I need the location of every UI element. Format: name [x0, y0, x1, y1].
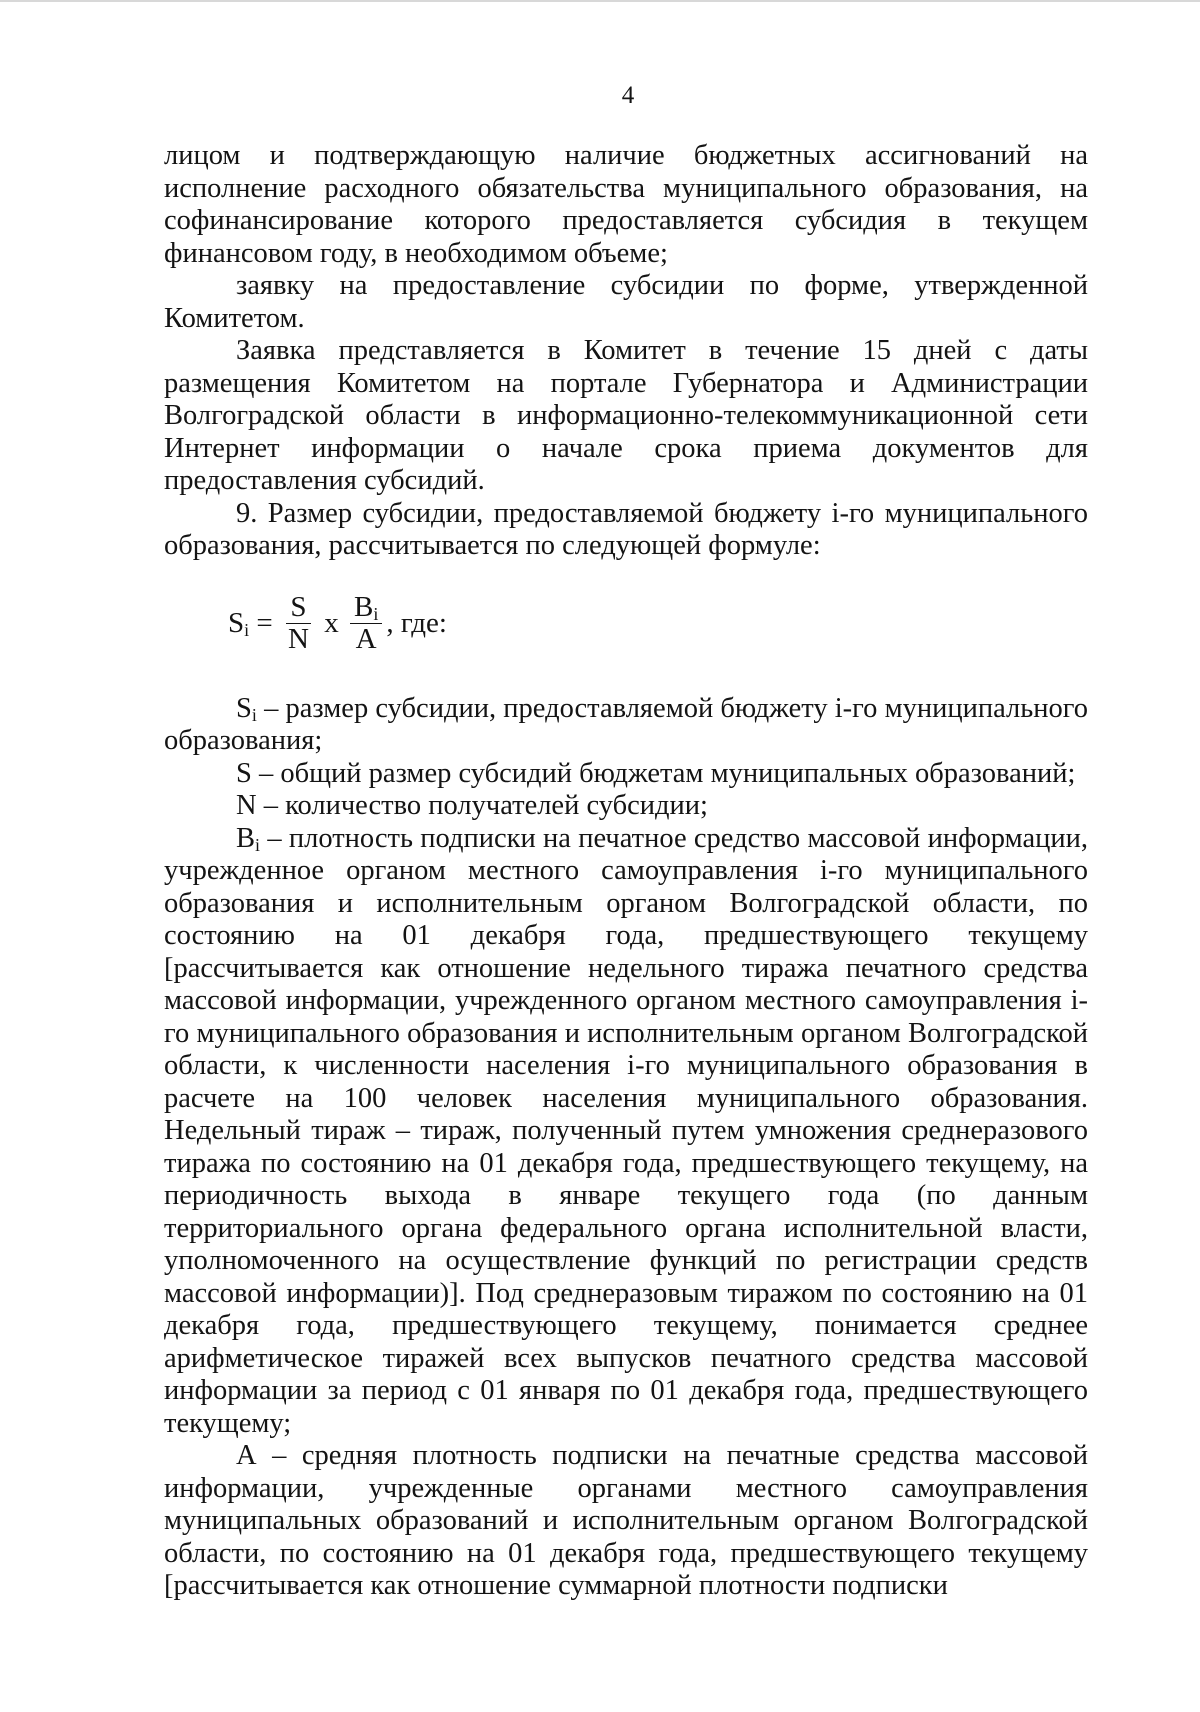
formula-times: x — [316, 607, 346, 640]
page-number: 4 — [621, 82, 635, 109]
formula-equals: = — [249, 607, 281, 640]
paragraph-budget-allocations: лицом и подтверждающую наличие бюджетных ассигнований на исполнение расходного обязательства муниципального образования, на софинансирование которого предоставляется субсидия в текущем финансовом году, в необходимом объеме; — [164, 140, 1088, 269]
subsidy-formula — [228, 589, 1088, 659]
fraction-denominator: A — [355, 623, 377, 655]
paragraph-application: заявку на предоставление субсидии по форме, утвержденной Комитетом. — [164, 270, 1088, 334]
paragraph-application-deadline: Заявка представляется в Комитет в течение 15 дней с даты размещения Комитетом на портале Губернатора и Администрации Волгоградской области в информационно-телекоммуникационной сети Интернет информации о начале срока приема документов для предоставления субсидий. — [164, 335, 1088, 496]
body-text — [164, 140, 1088, 1603]
fraction-denominator: N — [288, 623, 309, 655]
fraction-numerator: $B_i$ — [350, 592, 382, 624]
fraction-numerator: S — [286, 592, 310, 624]
fraction-bi-over-a — [350, 592, 382, 655]
definition-n: N – количество получателей субсидии; — [236, 790, 708, 821]
definition-bi: $B_i$ – плотность подписки на печатное средство массовой информации, учрежденное органом местного самоуправления i-го муниципального образования и исполнительным органом Волгоградской области, по состоянию на 01 декабря года, предшествующего текущему [рассчитывается как отношение недельного тиража печатного средства массовой информации, учрежденного органом местного самоуправления i-го муниципального образования и исполнительным органом Волгоградской области, к численности населения i-го муниципального образования в расчете на 100 человек населения муниципального образования. Недельный тираж – тираж, полученный путем умножения среднеразового тиража по состоянию на 01 декабря года, предшествующего текущему, на периодичность выхода в январе текущего года (по данным территориального органа федерального органа исполнительной власти, уполномоченного на осуществление функций по регистрации средств массовой информации)]. Под среднеразовым тиражом по состоянию на 01 декабря года, предшествующего текущему, понимается среднее арифметическое тиражей всех выпусков печатного средства массовой информации за период с 01 января по 01 декабря года, предшествующего текущему; — [164, 822, 1088, 1439]
definition-si: $S_i$ – размер субсидии, предоставляемой бюджету i-го муниципального образования; — [164, 692, 1088, 756]
scan-edge — [0, 0, 1200, 2]
fraction-s-over-n — [284, 592, 313, 655]
formula-lhs: $S_i$ — [228, 607, 250, 641]
paragraph-subsidy-size: 9. Размер субсидии, предоставляемой бюджету i-го муниципального образования, рассчитывается по следующей формуле: — [164, 497, 1088, 561]
definition-s: S – общий размер субсидий бюджетам муниципальных образований; — [236, 757, 1076, 789]
definition-a: А – средняя плотность подписки на печатные средства массовой информации, учрежденные органами местного самоуправления муниципальных образований и исполнительным органом Волгоградской области, по состоянию на 01 декабря года, предшествующего текущему [рассчитывается как отношение суммарной плотности подписки — [164, 1440, 1088, 1601]
formula-tail: , где: — [386, 607, 447, 640]
